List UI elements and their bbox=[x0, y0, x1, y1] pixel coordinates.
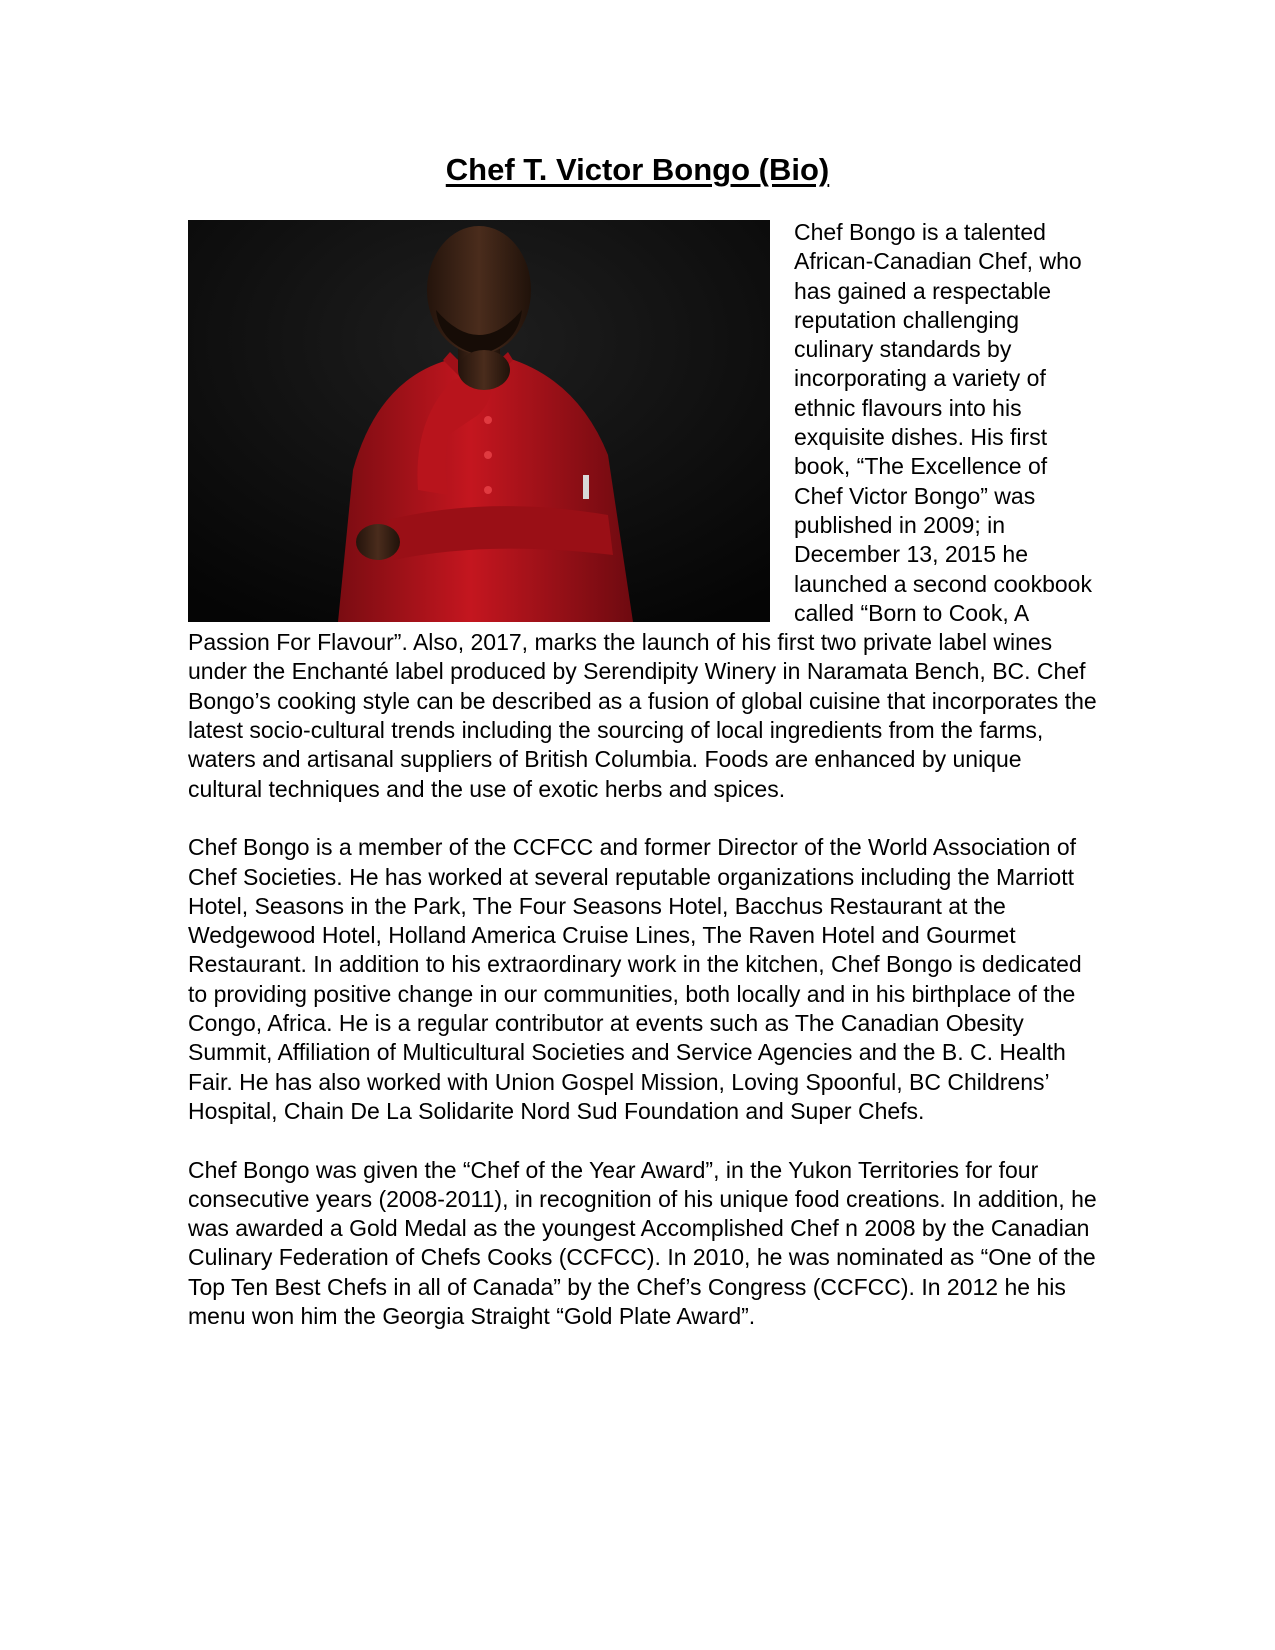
bio-paragraph-1: Chef Bongo is a talented African-Canadian Chef, who has gained a respectable reputation challenging culinary standards by incorporating a variety of ethnic flavours into his exquisite dishes. His first book, “The Excellence of Chef Victor Bongo” was published in 2009; in December 13, 2015 he launched a second cookbook called “Born to Cook, A Passion For Flavour”. Also, 2017, marks the launch of his first two private label wines under the Enchanté label produced by Serendipity Winery in Naramata Bench, BC. Chef Bongo’s cooking style can be described as a fusion of global cuisine that incorporates the latest socio-cultural trends including the sourcing of local ingredients from the farms, waters and artisanal suppliers of British Columbia. Foods are enhanced by unique cultural techniques and the use of exotic herbs and spices. bbox=[188, 219, 1097, 802]
bio-paragraph-2: Chef Bongo is a member of the CCFCC and former Director of the World Association of Chef Societies. He has worked at several reputable organizations including the Marriott Hotel, Seasons in the Park, The Four Seasons Hotel, Bacchus Restaurant at the Wedgewood Hotel, Holland America Cruise Lines, The Raven Hotel and Gourmet Restaurant. In addition to his extraordinary work in the kitchen, Chef Bongo is dedicated to providing positive change in our communities, both locally and in his birthplace of the Congo, Africa. He is a regular contributor at events such as The Canadian Obesity Summit, Affiliation of Multicultural Societies and Service Agencies and the B. C. Health Fair. He has also worked with Union Gospel Mission, Loving Spoonful, BC Childrens’ Hospital, Chain De La Solidarite Nord Sud Foundation and Super Chefs. bbox=[188, 834, 1082, 1124]
page-title: Chef T. Victor Bongo (Bio) bbox=[445, 152, 830, 187]
bio-body bbox=[188, 218, 1100, 1361]
chef-portrait-illustration bbox=[188, 220, 770, 622]
chef-portrait-photo bbox=[188, 220, 770, 622]
bio-paragraph-3: Chef Bongo was given the “Chef of the Year Award”, in the Yukon Territories for four consecutive years (2008-2011), in recognition of his unique food creations. In addition, he was awarded a Gold Medal as the youngest Accomplished Chef n 2008 by the Canadian Culinary Federation of Chefs Cooks (CCFCC). In 2010, he was nominated as “One of the Top Ten Best Chefs in all of Canada” by the Chef’s Congress (CCFCC). In 2012 he his menu won him the Georgia Straight “Gold Plate Award”. bbox=[188, 1156, 1097, 1329]
